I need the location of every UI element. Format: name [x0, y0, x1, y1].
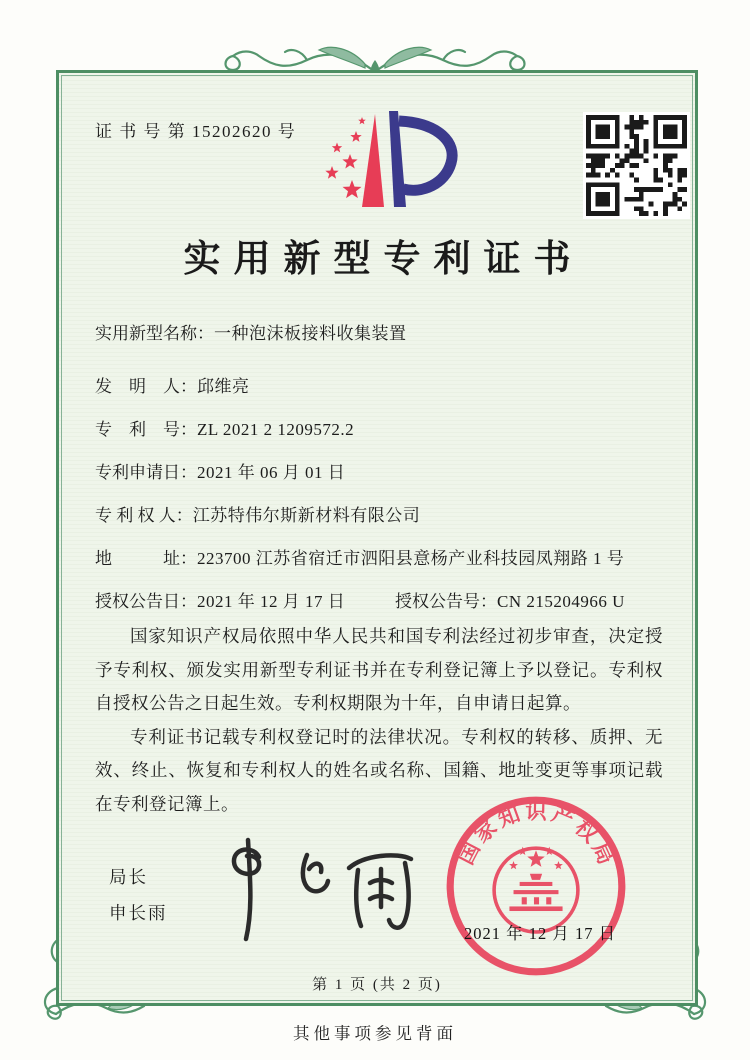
- certificate-title: 实用新型专利证书: [183, 239, 584, 280]
- field-value: 一种泡沫板接料收集装置: [214, 324, 407, 343]
- field-label: 专 利 号：: [95, 420, 197, 439]
- seal-agency-text: 国家知识产权局: [453, 799, 620, 872]
- qr-code-icon: [583, 112, 690, 219]
- certificate-number: 证 书 号 第 15202620 号: [95, 122, 297, 141]
- field-row-inventor: [95, 373, 667, 400]
- field-value: 江苏特伟尔斯新材料有限公司: [192, 506, 421, 525]
- director-name: 申长雨: [109, 903, 168, 923]
- field-value: 邱维亮: [197, 377, 250, 396]
- back-note: 其他事项参见背面: [293, 1024, 457, 1043]
- field-value: 2021 年 12 月 17 日: [197, 592, 346, 611]
- field-value: 223700 江苏省宿迁市泗阳县意杨产业科技园凤翔路 1 号: [197, 549, 625, 568]
- page-number: 第 1 页 (共 2 页): [312, 977, 442, 993]
- director-block: [109, 859, 168, 931]
- field-row-filing-date: [95, 459, 667, 486]
- field-label: 授权公告号：: [395, 592, 497, 611]
- field-label: 专 利 权 人：: [95, 506, 193, 525]
- field-row-grant: [95, 588, 667, 615]
- field-row-patentee: [95, 502, 667, 529]
- director-signature-icon: [197, 833, 437, 945]
- field-row-patent-no: [95, 416, 667, 443]
- field-row-name: [95, 320, 667, 347]
- field-label: 授权公告日：: [95, 592, 197, 611]
- certificate-frame: [56, 70, 698, 1006]
- field-value: ZL 2021 2 1209572.2: [197, 420, 355, 439]
- seal-date: 2021 年 12 月 17 日: [464, 924, 617, 943]
- legal-paragraph-1: 国家知识产权局依照中华人民共和国专利法经过初步审查，决定授予专利权、颁发实用新型专利证书并在专利登记簿上予以登记。专利权自授权公告之日起生效。专利权期限为十年，自申请日起算。: [95, 626, 663, 713]
- field-value: 2021 年 06 月 01 日: [197, 463, 346, 482]
- field-label: 实用新型名称：: [95, 324, 214, 343]
- field-list: [95, 320, 667, 631]
- legal-text: [95, 620, 663, 821]
- cnipa-logo-icon: [295, 106, 463, 216]
- field-label: 地 址：: [95, 549, 197, 568]
- field-row-address: [95, 545, 667, 572]
- official-seal-icon: [442, 792, 630, 980]
- field-value: CN 215204966 U: [497, 592, 625, 611]
- grant-no-pair: [395, 588, 695, 615]
- grant-date-pair: [95, 588, 395, 615]
- field-label: 发 明 人：: [95, 377, 197, 396]
- legal-paragraph-2: 专利证书记载专利权登记时的法律状况。专利权的转移、质押、无效、终止、恢复和专利权人的姓名或名称、国籍、地址变更等事项记载在专利登记簿上。: [95, 726, 663, 814]
- director-title: 局长: [109, 867, 148, 887]
- field-label: 专利申请日：: [95, 463, 197, 482]
